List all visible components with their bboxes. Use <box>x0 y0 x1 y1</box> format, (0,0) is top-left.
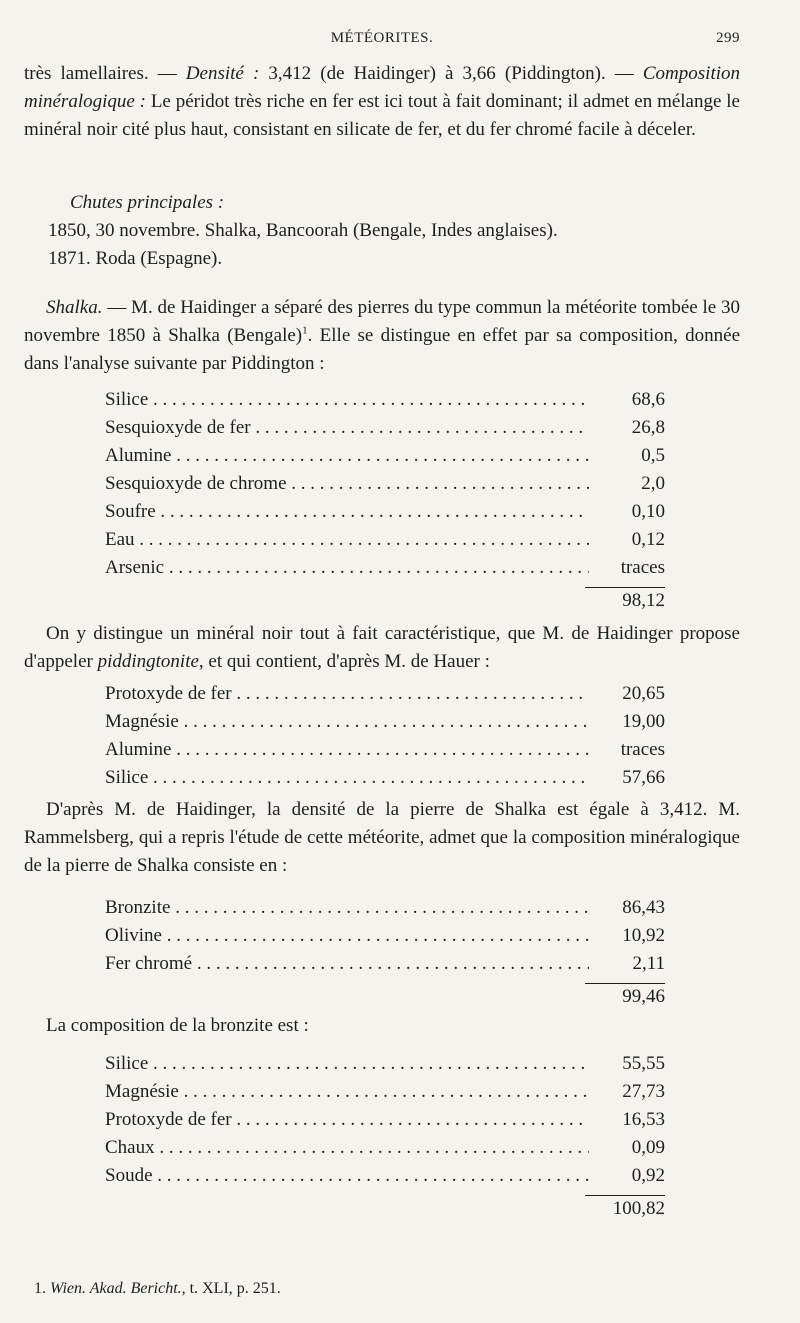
paragraph-bronzite <box>24 1012 740 1040</box>
paragraph-piddingtonite <box>24 620 740 676</box>
table-row <box>105 708 665 736</box>
row-label: Soude . . . <box>105 1165 589 1187</box>
footnote-ref[interactable]: 1 <box>302 324 308 337</box>
row-label: Silice . . . <box>105 1053 589 1075</box>
row-label: Magnésie . . . <box>105 1081 589 1103</box>
table-row <box>105 470 665 498</box>
table-row <box>105 1134 665 1162</box>
row-label: Protoxyde de fer . . . <box>105 1109 589 1131</box>
text-run: On y distingue un minéral noir tout à fait caractéristique, que M. de Haidinger propose d'appeler <box>24 623 740 672</box>
text-run: 3,412 (de Haidinger) à 3,66 (Piddington). — <box>268 63 643 84</box>
row-value: 2,0 <box>589 473 665 495</box>
composition-table-bronzite <box>105 1050 665 1220</box>
analysis-table-piddington <box>105 386 665 612</box>
total-value: 98,12 <box>585 587 665 612</box>
chute-item: 1850, 30 novembre. Shalka, Bancoorah (Bengale, Indes anglaises). <box>48 220 558 241</box>
row-value: 68,6 <box>589 389 665 411</box>
table-row <box>105 554 665 582</box>
chute-item: 1871. Roda (Espagne). <box>48 248 223 269</box>
row-value: 86,43 <box>589 897 665 919</box>
table-row <box>105 498 665 526</box>
table-total <box>105 1190 665 1220</box>
footnote-number: 1. <box>34 1280 46 1297</box>
section-heading-chutes: Chutes principales : <box>70 192 225 213</box>
row-label: Alumine . . . <box>105 739 589 761</box>
row-value: 0,5 <box>589 445 665 467</box>
table-row <box>105 894 665 922</box>
text-run: D'après M. de Haidinger, la densité de la pierre de Shalka est égale à 3,412. M. Rammelsberg, qui a repris l'étude de cette météorite, admet que la composition minéralogique de la pierre de Shalka consiste en : <box>24 799 740 876</box>
row-label: Protoxyde de fer . . . <box>105 683 589 705</box>
row-value: 0,12 <box>589 529 665 551</box>
table-row <box>105 922 665 950</box>
row-label: Arsenic . . . <box>105 557 589 579</box>
row-label: Bronzite . . . <box>105 897 589 919</box>
footnote-source: Wien. Akad. Bericht. <box>50 1280 182 1297</box>
text-run: . Elle se distingue en effet par sa composition, donnée dans l'analyse suivante par Piddington : <box>24 325 741 374</box>
text-run: — M. de Haidinger a séparé des pierres du type commun la météorite tombée le 30 novembre 1850 à Shalka (Bengale) <box>24 297 740 346</box>
paragraph-rammelsberg <box>24 796 740 880</box>
text-run: très lamellaires. — <box>24 63 186 84</box>
row-value: 2,11 <box>589 953 665 975</box>
row-label: Silice . . . <box>105 767 589 789</box>
table-row <box>105 442 665 470</box>
text-run: Le péridot très riche en fer est ici tout à fait dominant; il admet en mélange le minéral noir cité plus haut, consistant en silicate de fer, et du fer chromé facile à déceler. <box>24 91 740 140</box>
row-label: Eau . . . <box>105 529 589 551</box>
row-label: Sesquioxyde de chrome . . . <box>105 473 589 495</box>
row-value: traces <box>589 739 665 761</box>
row-value: 20,65 <box>589 683 665 705</box>
row-value: 57,66 <box>589 767 665 789</box>
row-value: 0,92 <box>589 1165 665 1187</box>
text-run: La composition de la bronzite est : <box>46 1015 309 1036</box>
row-label: Chaux . . . <box>105 1137 589 1159</box>
footnote-text: , t. XLI, p. 251. <box>181 1280 281 1297</box>
row-label: Soufre . . . <box>105 501 589 523</box>
table-total <box>105 582 665 612</box>
row-value: 19,00 <box>589 711 665 733</box>
row-value: 16,53 <box>589 1109 665 1131</box>
paragraph-density <box>24 60 740 144</box>
page-number: 299 <box>716 30 740 46</box>
total-value: 100,82 <box>585 1195 665 1220</box>
text-run: , et qui contient, d'après M. de Hauer : <box>198 651 490 672</box>
row-value: 27,73 <box>589 1081 665 1103</box>
page-header <box>24 30 740 54</box>
term-composition: Composition minéralogique : <box>24 63 740 112</box>
row-value: traces <box>589 557 665 579</box>
table-row <box>105 414 665 442</box>
composition-table-rammelsberg <box>105 894 665 1008</box>
row-value: 26,8 <box>589 417 665 439</box>
row-label: Olivine . . . <box>105 925 589 947</box>
table-row <box>105 950 665 978</box>
table-row <box>105 1106 665 1134</box>
term-piddingtonite: piddingtonite <box>97 651 199 672</box>
running-title: MÉTÉORITES. <box>330 30 434 46</box>
analysis-table-hauer <box>105 680 665 792</box>
row-value: 0,09 <box>589 1137 665 1159</box>
paragraph-shalka <box>24 294 740 378</box>
row-label: Sesquioxyde de fer . . . <box>105 417 589 439</box>
total-value: 99,46 <box>585 983 665 1008</box>
table-row <box>105 680 665 708</box>
table-row <box>105 526 665 554</box>
row-value: 0,10 <box>589 501 665 523</box>
table-row <box>105 1162 665 1190</box>
table-row <box>105 764 665 792</box>
table-row <box>105 1078 665 1106</box>
row-label: Silice . . . <box>105 389 589 411</box>
table-row <box>105 736 665 764</box>
row-value: 55,55 <box>589 1053 665 1075</box>
footnote <box>34 1280 281 1298</box>
term-densite: Densité : <box>185 63 269 84</box>
term-shalka: Shalka. <box>46 297 103 318</box>
table-row <box>105 1050 665 1078</box>
row-label: Magnésie . . . <box>105 711 589 733</box>
row-value: 10,92 <box>589 925 665 947</box>
row-label: Alumine . . . <box>105 445 589 467</box>
row-label: Fer chromé . . . <box>105 953 589 975</box>
table-total <box>105 978 665 1008</box>
table-row <box>105 386 665 414</box>
